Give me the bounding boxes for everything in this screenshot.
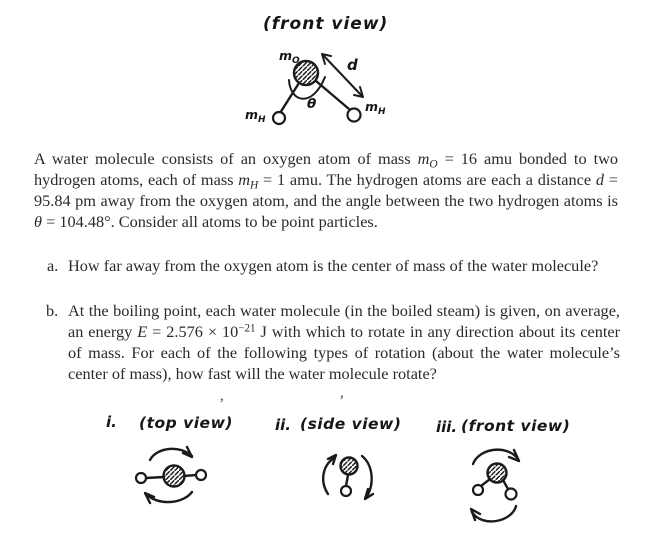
part-b-text: At the boiling point, each water molecule (in the boiled steam) is given, on average, an energy $E = 2.576 \times 10^{-21}$ J with which to rotate in any direction about its center of mass. For each of the following types of rotation (about the water molecule’s center of mass), how fast will the water molecule rotate?	[68, 301, 621, 383]
bond-angle-label: θ	[307, 96, 317, 112]
rotation-ii-numeral: ii.	[275, 416, 291, 434]
rotation-iii-numeral: iii.	[436, 418, 458, 436]
stray-mark: ,	[340, 385, 344, 401]
rotation-ii-caption: (side view)	[300, 415, 402, 433]
part-a-text: How far away from the oxygen atom is the center of mass of the water molecule?	[68, 256, 599, 275]
rotation-side-view-drawing	[316, 448, 378, 506]
rotation-front-view-drawing	[464, 444, 530, 532]
rotation-top-view-drawing	[125, 444, 210, 509]
oxygen-mass-label: $m_O$	[279, 48, 300, 67]
part-b-marker: b.	[46, 301, 59, 320]
front-view-figure-caption: (front view)	[263, 14, 389, 34]
hydrogen-mass-label-left: $m_H$	[245, 107, 266, 126]
front-view-figure	[235, 8, 405, 138]
rotation-iii-caption: (front view)	[461, 417, 571, 435]
hydrogen-mass-label-right: $m_H$	[365, 99, 386, 118]
rotation-i-caption: (top view)	[139, 414, 233, 432]
bond-length-label: d	[347, 56, 358, 74]
intro-paragraph: A water molecule consists of an oxygen atom of mass $m_O = 16$ amu bonded to two hydrogen atoms, each of mass $m_H = 1$ amu. The hydrogen atoms are each a distance d = 95.84 pm away from the oxygen atom, and the angle between the two hydrogen atoms is θ = 104.48°. Consider all atoms to be point particles.	[34, 149, 618, 231]
stray-mark: ,	[220, 388, 224, 404]
part-a-marker: a.	[47, 256, 59, 275]
rotation-i-numeral: i.	[106, 413, 117, 431]
